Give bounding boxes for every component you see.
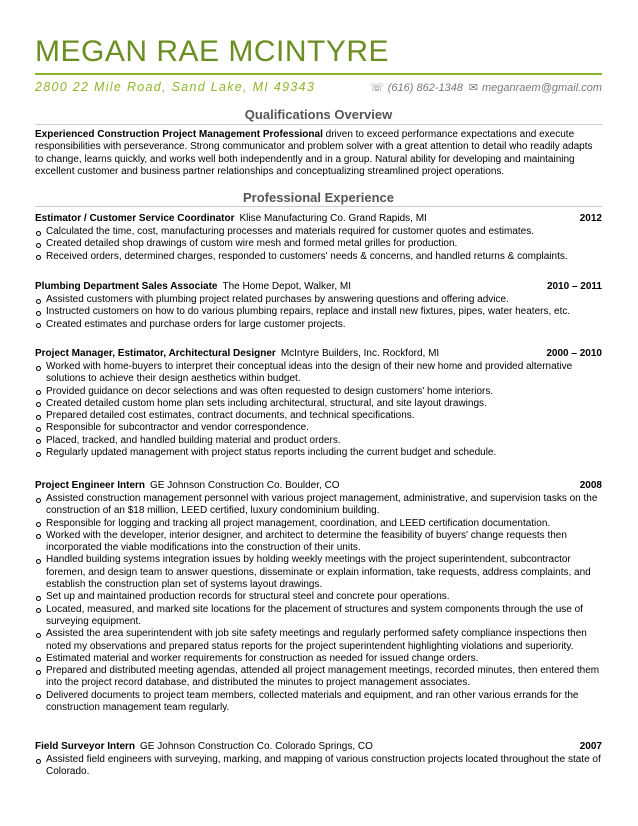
list-item: Estimated material and worker requirements for construction as needed for issued change orders. — [35, 653, 602, 665]
job-header — [35, 280, 602, 294]
summary-text: driven to exceed performance expectations and execute responsibilities with perseverance. Strong communicator and problem solver with a great attention to detail who readily adapts to change, learns quickly, and works well both independently and in a group. Natural ability for developing and maintaining excellent customer and business partner relationships and conceptualizing streamlined project operations. — [35, 129, 593, 177]
candidate-name: MEGAN RAE MCINTYRE — [35, 35, 390, 68]
list-item: Placed, tracked, and handled building material and product orders. — [35, 435, 602, 447]
job-entry — [35, 212, 602, 263]
list-item: Received orders, determined charges, responded to customers' needs & concerns, and handled returns & complaints. — [35, 251, 602, 263]
address: 2800 22 Mile Road, Sand Lake, MI 49343 — [35, 80, 316, 94]
list-item: Worked with the developer, interior designer, and architect to determine the feasibility of buyers' change requests then incorporated the viable modifications into the construction of their units. — [35, 530, 602, 555]
envelope-icon: ✉ — [468, 82, 478, 94]
list-item: Worked with home-buyers to interpret their conceptual ideas into the design of their new home and provided alternative solutions to achieve their design aesthetics within budget. — [35, 361, 602, 386]
list-item: Located, measured, and marked site locations for the placement of structures and system components through the use of surveying equipment. — [35, 604, 602, 629]
job-title: Project Manager, Estimator, Architectural Designer — [35, 348, 276, 359]
job-dates: 2007 — [579, 741, 602, 752]
list-item: Assisted field engineers with surveying, marking, and mapping of various construction projects located throughout the state of Colorado. — [35, 754, 602, 779]
job-company: The Home Depot, Walker, MI — [222, 281, 352, 292]
job-header — [35, 212, 602, 226]
job-title: Project Engineer Intern — [35, 480, 146, 491]
list-item: Instructed customers on how to do various plumbing repairs, replace and install new fixtures, pipes, water heaters, etc. — [35, 306, 602, 318]
list-item: Assisted the area superintendent with job site safety meetings and regularly performed safety compliance inspections then noted my observations and prepared status reports for the project superintendent highlighting violations and superiority. — [35, 628, 602, 653]
job-bullets — [35, 294, 602, 331]
job-entry — [35, 280, 602, 331]
job-entry — [35, 347, 602, 459]
list-item: Delivered documents to project team members, collected materials and equipment, and ran other various errands for the construction management team regularly. — [35, 690, 602, 715]
job-company: Klise Manufacturing Co. Grand Rapids, MI — [239, 213, 427, 224]
job-bullets — [35, 754, 602, 779]
summary-lead: Experienced Construction Project Management Professional — [35, 129, 323, 140]
list-item: Calculated the time, cost, manufacturing processes and materials required for customer quotes and estimates. — [35, 226, 602, 238]
job-header — [35, 740, 602, 754]
list-item: Created detailed shop drawings of custom wire mesh and formed metal grilles for production. — [35, 238, 602, 250]
list-item: Assisted customers with plumbing project related purchases by answering questions and offering advice. — [35, 294, 602, 306]
header-divider — [35, 73, 602, 75]
job-dates: 2008 — [579, 480, 602, 491]
list-item: Handled building systems integration issues by holding weekly meetings with the project superintendent, subcontractor foremen, and design team to answer questions, disseminate or explain information, take requests, address complaints, and establish the construction plan set of systems layout drawings. — [35, 554, 602, 591]
job-title: Estimator / Customer Service Coordinator — [35, 213, 235, 224]
job-company: McIntyre Builders, Inc. Rockford, MI — [280, 348, 440, 359]
email-address[interactable]: meganraem@gmail.com — [482, 82, 602, 94]
job-bullets — [35, 361, 602, 459]
job-company: GE Johnson Construction Co. Colorado Springs, CO — [140, 741, 373, 752]
list-item: Responsible for subcontractor and vendor correspondence. — [35, 422, 602, 434]
list-item: Responsible for logging and tracking all project management, coordination, and LEED certification documentation. — [35, 518, 602, 530]
qualifications-title: Qualifications Overview — [244, 107, 393, 122]
job-title: Field Surveyor Intern — [35, 741, 136, 752]
job-dates: 2010 – 2011 — [546, 281, 602, 292]
list-item: Created estimates and purchase orders for large customer projects. — [35, 319, 602, 331]
job-dates: 2012 — [579, 213, 602, 224]
job-bullets — [35, 493, 602, 714]
job-dates: 2000 – 2010 — [546, 348, 602, 359]
list-item: Prepared and distributed meeting agendas, attended all project management meetings, recorded minutes, then entered them into the project record database, and distributed the minutes to project management associates. — [35, 665, 602, 690]
phone — [370, 81, 463, 94]
qualifications-summary — [35, 129, 602, 178]
contact-bar — [35, 80, 602, 96]
list-item: Prepared detailed cost estimates, contract documents, and technical specifications. — [35, 410, 602, 422]
job-title: Plumbing Department Sales Associate — [35, 281, 218, 292]
phone-icon: ☏ — [370, 82, 384, 94]
list-item: Assisted construction management personnel with various project management, administrative, and supervision tasks on the construction of an $18 million, LEED certified, luxury condominium building. — [35, 493, 602, 518]
list-item: Provided guidance on decor selections and was often requested to design customers' home interiors. — [35, 386, 602, 398]
list-item: Created detailed custom home plan sets including architectural, structural, and site layout drawings. — [35, 398, 602, 410]
list-item: Regularly updated management with project status reports including the current budget and schedule. — [35, 447, 602, 459]
list-item: Set up and maintained production records for structural steel and concrete pour operations. — [35, 591, 602, 603]
qualifications-divider — [35, 124, 602, 125]
job-entry — [35, 740, 602, 779]
job-bullets — [35, 226, 602, 263]
phone-number: (616) 862-1348 — [387, 82, 463, 94]
job-header — [35, 479, 602, 493]
job-entry — [35, 479, 602, 714]
email[interactable] — [469, 81, 602, 94]
experience-title: Professional Experience — [242, 190, 394, 205]
experience-divider — [35, 206, 602, 207]
job-header — [35, 347, 602, 361]
job-company: GE Johnson Construction Co. Boulder, CO — [150, 480, 340, 491]
